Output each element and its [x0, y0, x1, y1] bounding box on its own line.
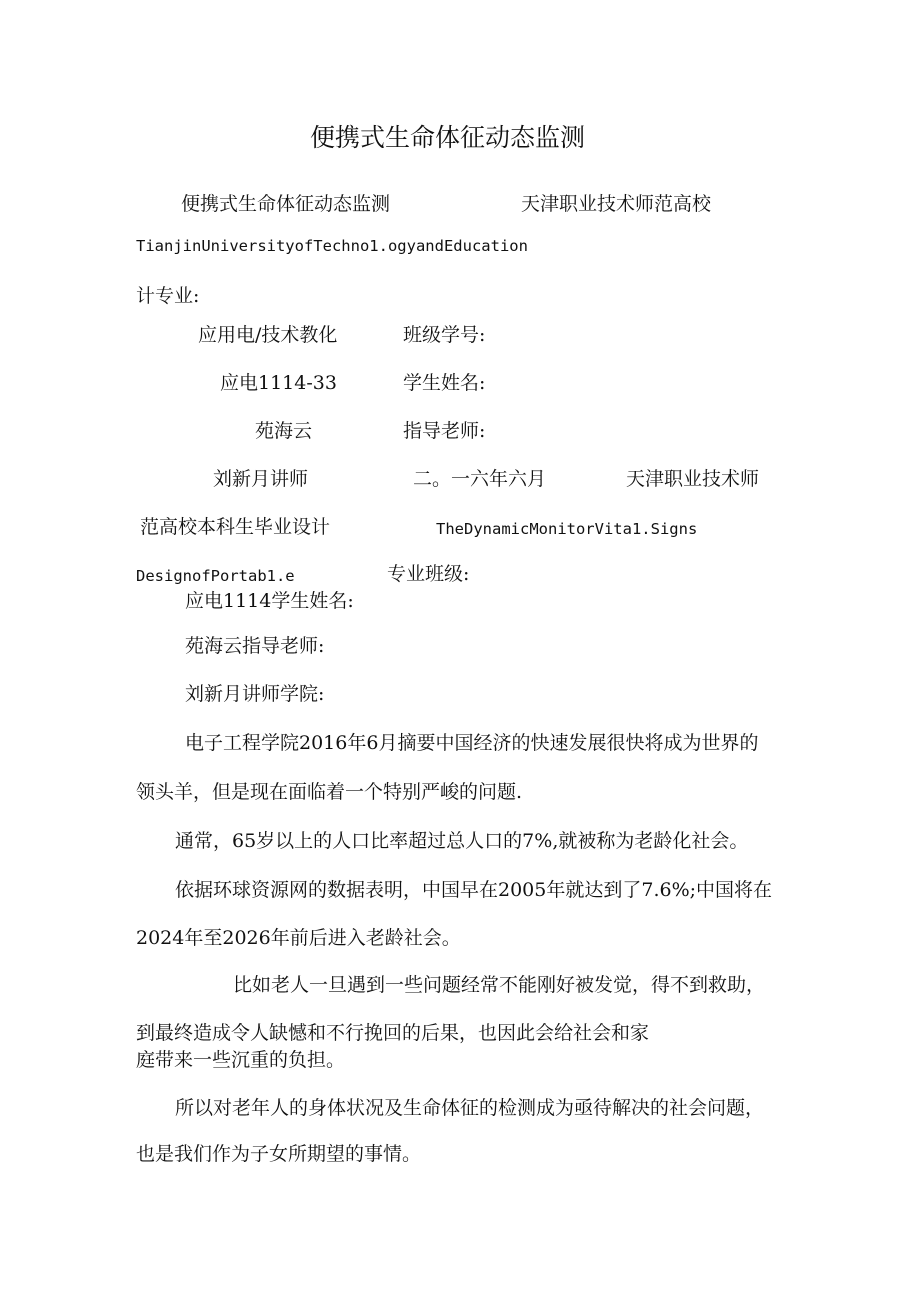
abstract-p2: 通常，65岁以上的人口比率超过总人口的7%,就被称为老龄化社会。	[175, 830, 749, 852]
school-name-part1: 天津职业技术师	[626, 468, 760, 490]
page-title: 便携式生命体征动态监测	[310, 123, 586, 152]
abstract-p5-line1: 所以对老年人的身体状况及生命体征的检测成为亟待解决的社会问题，	[175, 1097, 765, 1119]
major-class-label: 专业班级:	[387, 563, 470, 585]
abstract-p1-line2: 领头羊，但是现在面临着一个特别严峻的问题.	[136, 781, 523, 803]
cover-university-en: TianjinUniversityofTechno1.ogyandEducation	[136, 237, 528, 255]
advisor-value: 刘新月讲师	[213, 468, 309, 490]
cover-title-cn: 便携式生命体征动态监测	[181, 193, 391, 215]
student-name-value: 苑海云	[255, 420, 313, 442]
class-student-line: 应电1114学生姓名:	[185, 590, 354, 612]
abstract-p1-line1: 电子工程学院2016年6月摘要中国经济的快速发展很快将成为世界的	[185, 732, 759, 754]
abstract-p3-line2: 2024年至2026年前后进入老龄社会。	[136, 927, 461, 949]
title-en-part1: TheDynamicMonitorVita1.Signs	[436, 520, 698, 538]
student-name-label: 学生姓名:	[403, 372, 486, 394]
abstract-p5-line2: 也是我们作为子女所期望的事情。	[136, 1143, 422, 1165]
cover-university-cn: 天津职业技术师范高校	[521, 193, 712, 215]
school-thesis-line: 范高校本科生毕业设计	[140, 516, 331, 538]
cover-date: 二。一六年六月	[413, 468, 547, 490]
advisor-college-line: 刘新月讲师学院:	[185, 683, 325, 705]
class-id-label: 班级学号:	[403, 324, 486, 346]
abstract-p4-line1: 比如老人一旦遇到一些问题经常不能刚好被发觉，得不到救助，	[233, 974, 766, 996]
major-value: 应用电/技术教化	[198, 324, 338, 346]
abstract-p4-line2: 到最终造成令人缺憾和不行挽回的后果，也因此会给社会和家	[136, 1022, 650, 1044]
abstract-p3-line1: 依据环球资源网的数据表明，中国早在2005年就达到了7.6%;中国将在	[175, 879, 773, 901]
class-id-value: 应电1114-33	[220, 372, 337, 394]
student-advisor-line: 苑海云指导老师:	[185, 635, 325, 657]
major-label: 计专业:	[136, 285, 200, 307]
abstract-p4-line3: 庭带来一些沉重的负担。	[136, 1049, 346, 1071]
title-en-part2: DesignofPortab1.e	[136, 567, 295, 585]
advisor-label: 指导老师:	[403, 420, 486, 442]
